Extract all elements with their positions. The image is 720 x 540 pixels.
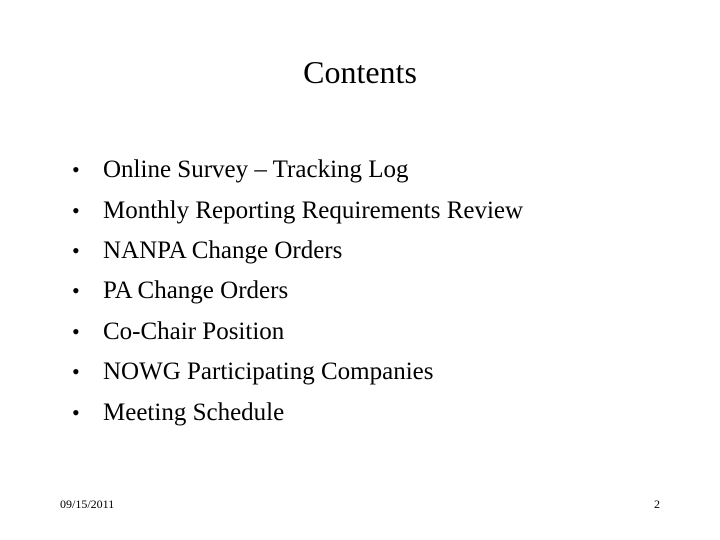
list-item bbox=[72, 271, 523, 311]
contents-list bbox=[72, 150, 523, 433]
bullet-icon: • bbox=[72, 157, 80, 183]
slide-title-text: Contents bbox=[303, 54, 417, 90]
list-item bbox=[72, 392, 523, 432]
bullet-icon: • bbox=[72, 237, 80, 263]
list-item-text: PA Change Orders bbox=[103, 277, 289, 305]
list-item-text: NANPA Change Orders bbox=[103, 236, 343, 264]
bullet-icon: • bbox=[72, 197, 80, 223]
page-number: 2 bbox=[654, 497, 660, 511]
list-item bbox=[72, 312, 523, 352]
list-item-text: Online Survey – Tracking Log bbox=[103, 156, 409, 184]
list-item bbox=[72, 190, 523, 230]
list-item-text: Co-Chair Position bbox=[103, 317, 285, 345]
bullet-icon: • bbox=[72, 359, 80, 385]
list-item-text: Meeting Schedule bbox=[103, 398, 285, 426]
list-item-text: NOWG Participating Companies bbox=[103, 358, 434, 386]
slide-title bbox=[0, 52, 720, 92]
list-item bbox=[72, 150, 523, 190]
bullet-icon: • bbox=[72, 318, 80, 344]
bullet-icon: • bbox=[72, 399, 80, 425]
list-item bbox=[72, 231, 523, 271]
list-item bbox=[72, 352, 523, 392]
bullet-icon: • bbox=[72, 278, 80, 304]
footer-date: 09/15/2011 bbox=[60, 497, 115, 511]
list-item-text: Monthly Reporting Requirements Review bbox=[103, 196, 524, 224]
